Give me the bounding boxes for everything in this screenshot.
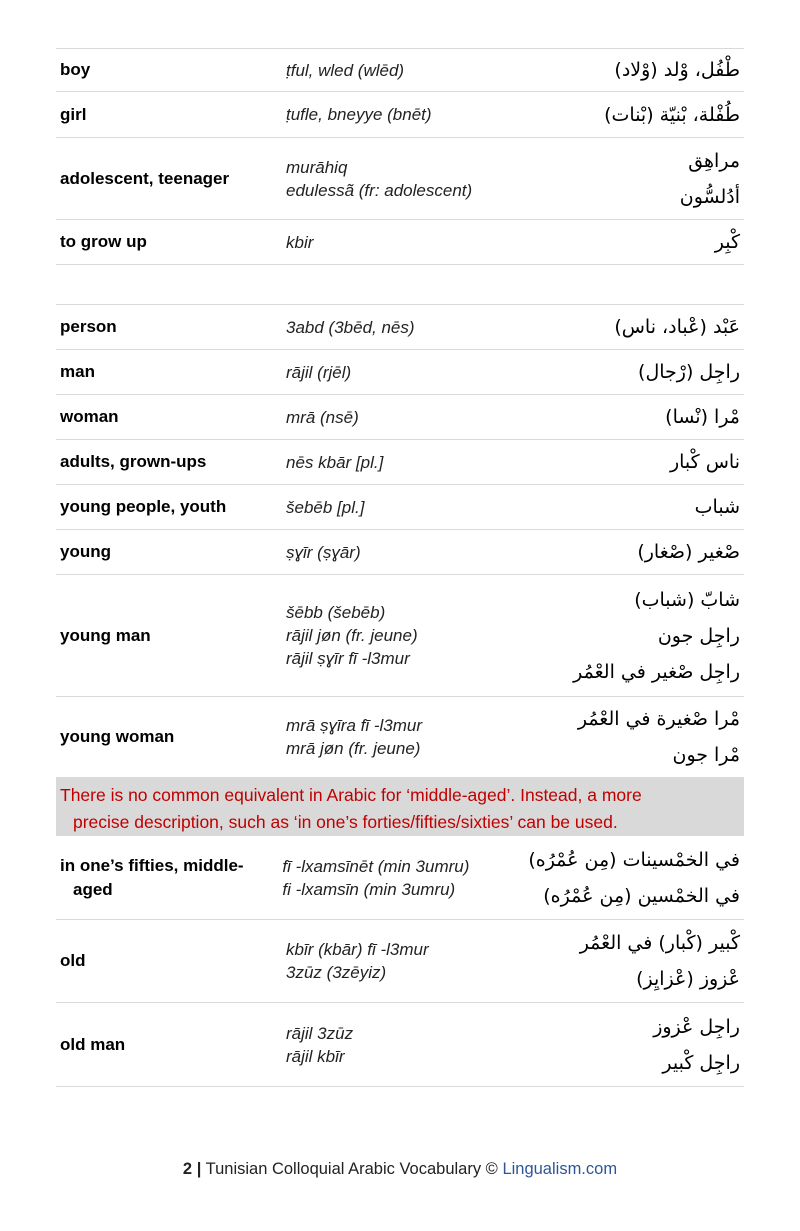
arabic-term-line: شابّ (شباب) (634, 588, 740, 611)
vocab-row (56, 305, 744, 350)
english-term (56, 58, 286, 82)
transliteration (286, 103, 536, 126)
english-term-line: adolescent, teenager (60, 168, 230, 188)
english-term-line: adults, grown-ups (60, 452, 207, 471)
english-term (56, 540, 286, 564)
arabic-term-line: مْرا صْغيرة في العْمُر (577, 708, 740, 730)
english-term-line: person (60, 317, 117, 336)
english-term-line: to grow up (60, 232, 147, 251)
transliteration-line: ṭufle, bneyye (bnēt) (286, 105, 432, 124)
arabic-term (536, 925, 744, 997)
arabic-term (536, 354, 744, 390)
english-term (56, 725, 286, 749)
transliteration (286, 601, 536, 670)
arabic-term (536, 52, 744, 88)
usage-note (56, 778, 744, 836)
arabic-term-line: طْفُل، وْلد (وْلاد) (614, 59, 740, 81)
transliteration-line: kbir (286, 232, 314, 252)
english-term (56, 854, 282, 902)
arabic-term (536, 97, 744, 133)
arabic-term (536, 143, 744, 215)
arabic-term-line: في الخمْسين (مِن عُمْرُه) (543, 884, 740, 907)
arabic-term-line: ناس كْبار (669, 451, 740, 473)
arabic-term (536, 534, 744, 570)
publisher-link[interactable]: Lingualism.com (502, 1160, 618, 1178)
english-term (56, 624, 286, 648)
arabic-term (536, 701, 744, 773)
english-term-line: girl (60, 104, 87, 124)
vocab-row (56, 575, 744, 697)
transliteration (286, 316, 536, 339)
arabic-term-line: طُفْلة، بْنيّة (بْنات) (604, 103, 740, 126)
vocab-table-group-1 (56, 48, 744, 265)
transliteration-line: rājil 3zūz (286, 1023, 354, 1043)
transliteration (286, 361, 536, 384)
vocab-row (56, 530, 744, 575)
english-term (56, 495, 286, 519)
transliteration-line: rājil kbīr (286, 1046, 345, 1066)
page-footer (0, 1160, 800, 1179)
arabic-term-line: راجِل كْبير (662, 1051, 740, 1074)
transliteration (286, 541, 536, 564)
vocab-row (56, 395, 744, 440)
arabic-term (536, 489, 744, 525)
transliteration (286, 59, 536, 82)
arabic-term (536, 444, 744, 480)
english-term (56, 315, 286, 339)
vocab-row (56, 697, 744, 778)
transliteration (286, 231, 536, 254)
section-spacer (56, 265, 744, 305)
transliteration (286, 451, 536, 474)
transliteration-line: rājil (rjēl) (286, 362, 352, 382)
vocab-row (56, 48, 744, 92)
english-term (56, 405, 286, 429)
transliteration-line: šēbb (šebēb) (286, 603, 386, 622)
english-term-line: boy (60, 60, 91, 79)
transliteration-line: mrā jøn (fr. jeune) (286, 739, 421, 758)
transliteration-line: kbīr (kbār) fī -l3mur (286, 940, 429, 959)
vocab-row (56, 220, 744, 265)
transliteration (286, 714, 536, 760)
transliteration (286, 406, 536, 429)
transliteration-line: murāhiq (286, 157, 348, 177)
vocab-row (56, 440, 744, 485)
arabic-term (536, 1009, 744, 1081)
english-term (56, 360, 286, 384)
english-term (56, 1033, 286, 1057)
arabic-term-line: عْزوز (عْزايِز) (636, 968, 740, 990)
vocab-row (56, 138, 744, 220)
arabic-term (528, 842, 744, 914)
english-term-line: old man (60, 1034, 126, 1054)
arabic-term-line: عَبْد (عْباد، ناس) (614, 316, 740, 338)
arabic-term-line: شباب (694, 496, 740, 518)
arabic-term-line: راجِل صْغير في العْمُر (573, 660, 740, 683)
footer-separator: | (196, 1160, 202, 1178)
vocab-row (56, 920, 744, 1003)
english-term (56, 103, 286, 127)
arabic-term-line: راجِل (رْجال) (638, 361, 740, 383)
vocab-row (56, 1003, 744, 1087)
vocab-row (56, 92, 744, 138)
arabic-term (536, 309, 744, 345)
page-number: 2 (182, 1160, 193, 1178)
transliteration-line: nēs kbār [pl.] (286, 452, 384, 472)
transliteration-line: fī -lxamsīnēt (min 3umru) (282, 856, 470, 876)
english-term-line: old (60, 951, 86, 970)
english-term-line: young woman (60, 727, 175, 746)
english-term-line: young (60, 542, 111, 561)
arabic-term-line: كْبير (كْبار) في العْمُر (579, 932, 740, 954)
transliteration-line: fi -lxamsīn (min 3umru) (282, 879, 456, 899)
transliteration-line: rājil ṣɣīr fī -l3mur (286, 649, 410, 668)
transliteration-line: ṭful, wled (wlēd) (286, 60, 405, 80)
transliteration-line: rājil jøn (fr. jeune) (286, 626, 418, 645)
vocab-row (56, 485, 744, 530)
english-term (56, 949, 286, 973)
english-term (56, 167, 286, 191)
transliteration-line: mrā ṣɣīra fī -l3mur (286, 716, 423, 735)
usage-note-line-1: There is no common equivalent in Arabic for ‘middle-aged’. Instead, a more (60, 785, 642, 805)
transliteration-line: šebēb [pl.] (286, 497, 365, 517)
vocab-row (56, 350, 744, 395)
arabic-term-line: أدُلسُّون (679, 185, 740, 208)
english-term (56, 230, 286, 254)
arabic-term (536, 224, 744, 260)
arabic-term-line: في الخمْسينات (مِن عُمْرُه) (528, 848, 740, 871)
transliteration-line: 3zūz (3zēyiz) (286, 963, 387, 982)
transliteration-line: ṣɣīr (ṣɣār) (286, 542, 361, 562)
english-term-line: in one’s fifties, middle- (60, 855, 244, 875)
arabic-term-line: راجِل عْزوز (653, 1015, 740, 1038)
vocab-table-group-2 (56, 265, 744, 1087)
usage-note-line-2: precise description, such as ‘in one’s forties/fifties/sixties’ can be used. (73, 812, 618, 832)
english-term-line: young man (60, 625, 151, 645)
arabic-term-line: مْرا جون (672, 744, 740, 766)
english-term (56, 450, 286, 474)
arabic-term-line: كْبِر (714, 231, 740, 253)
arabic-term-line: صْغير (صْغار) (637, 541, 740, 563)
vocab-row (56, 836, 744, 920)
book-title: Tunisian Colloquial Arabic Vocabulary © (205, 1160, 498, 1178)
english-term-line: aged (73, 879, 113, 899)
arabic-term-line: راجِل جون (657, 624, 740, 647)
transliteration (282, 855, 528, 901)
arabic-term-line: مْرا (نْسا) (665, 406, 740, 428)
english-term-line: woman (60, 407, 119, 426)
transliteration (286, 156, 536, 202)
transliteration (286, 1022, 536, 1068)
transliteration-line: mrā (nsē) (286, 407, 359, 427)
transliteration (286, 496, 536, 519)
english-term-line: man (60, 362, 95, 381)
transliteration-line: 3abd (3bēd, nēs) (286, 317, 415, 337)
arabic-term (536, 399, 744, 435)
english-term-line: young people, youth (60, 497, 227, 516)
transliteration-line: edulessã (fr: adolescent) (286, 180, 473, 200)
arabic-term-line: مراهِق (688, 149, 740, 172)
arabic-term (536, 582, 744, 690)
transliteration (286, 938, 536, 984)
